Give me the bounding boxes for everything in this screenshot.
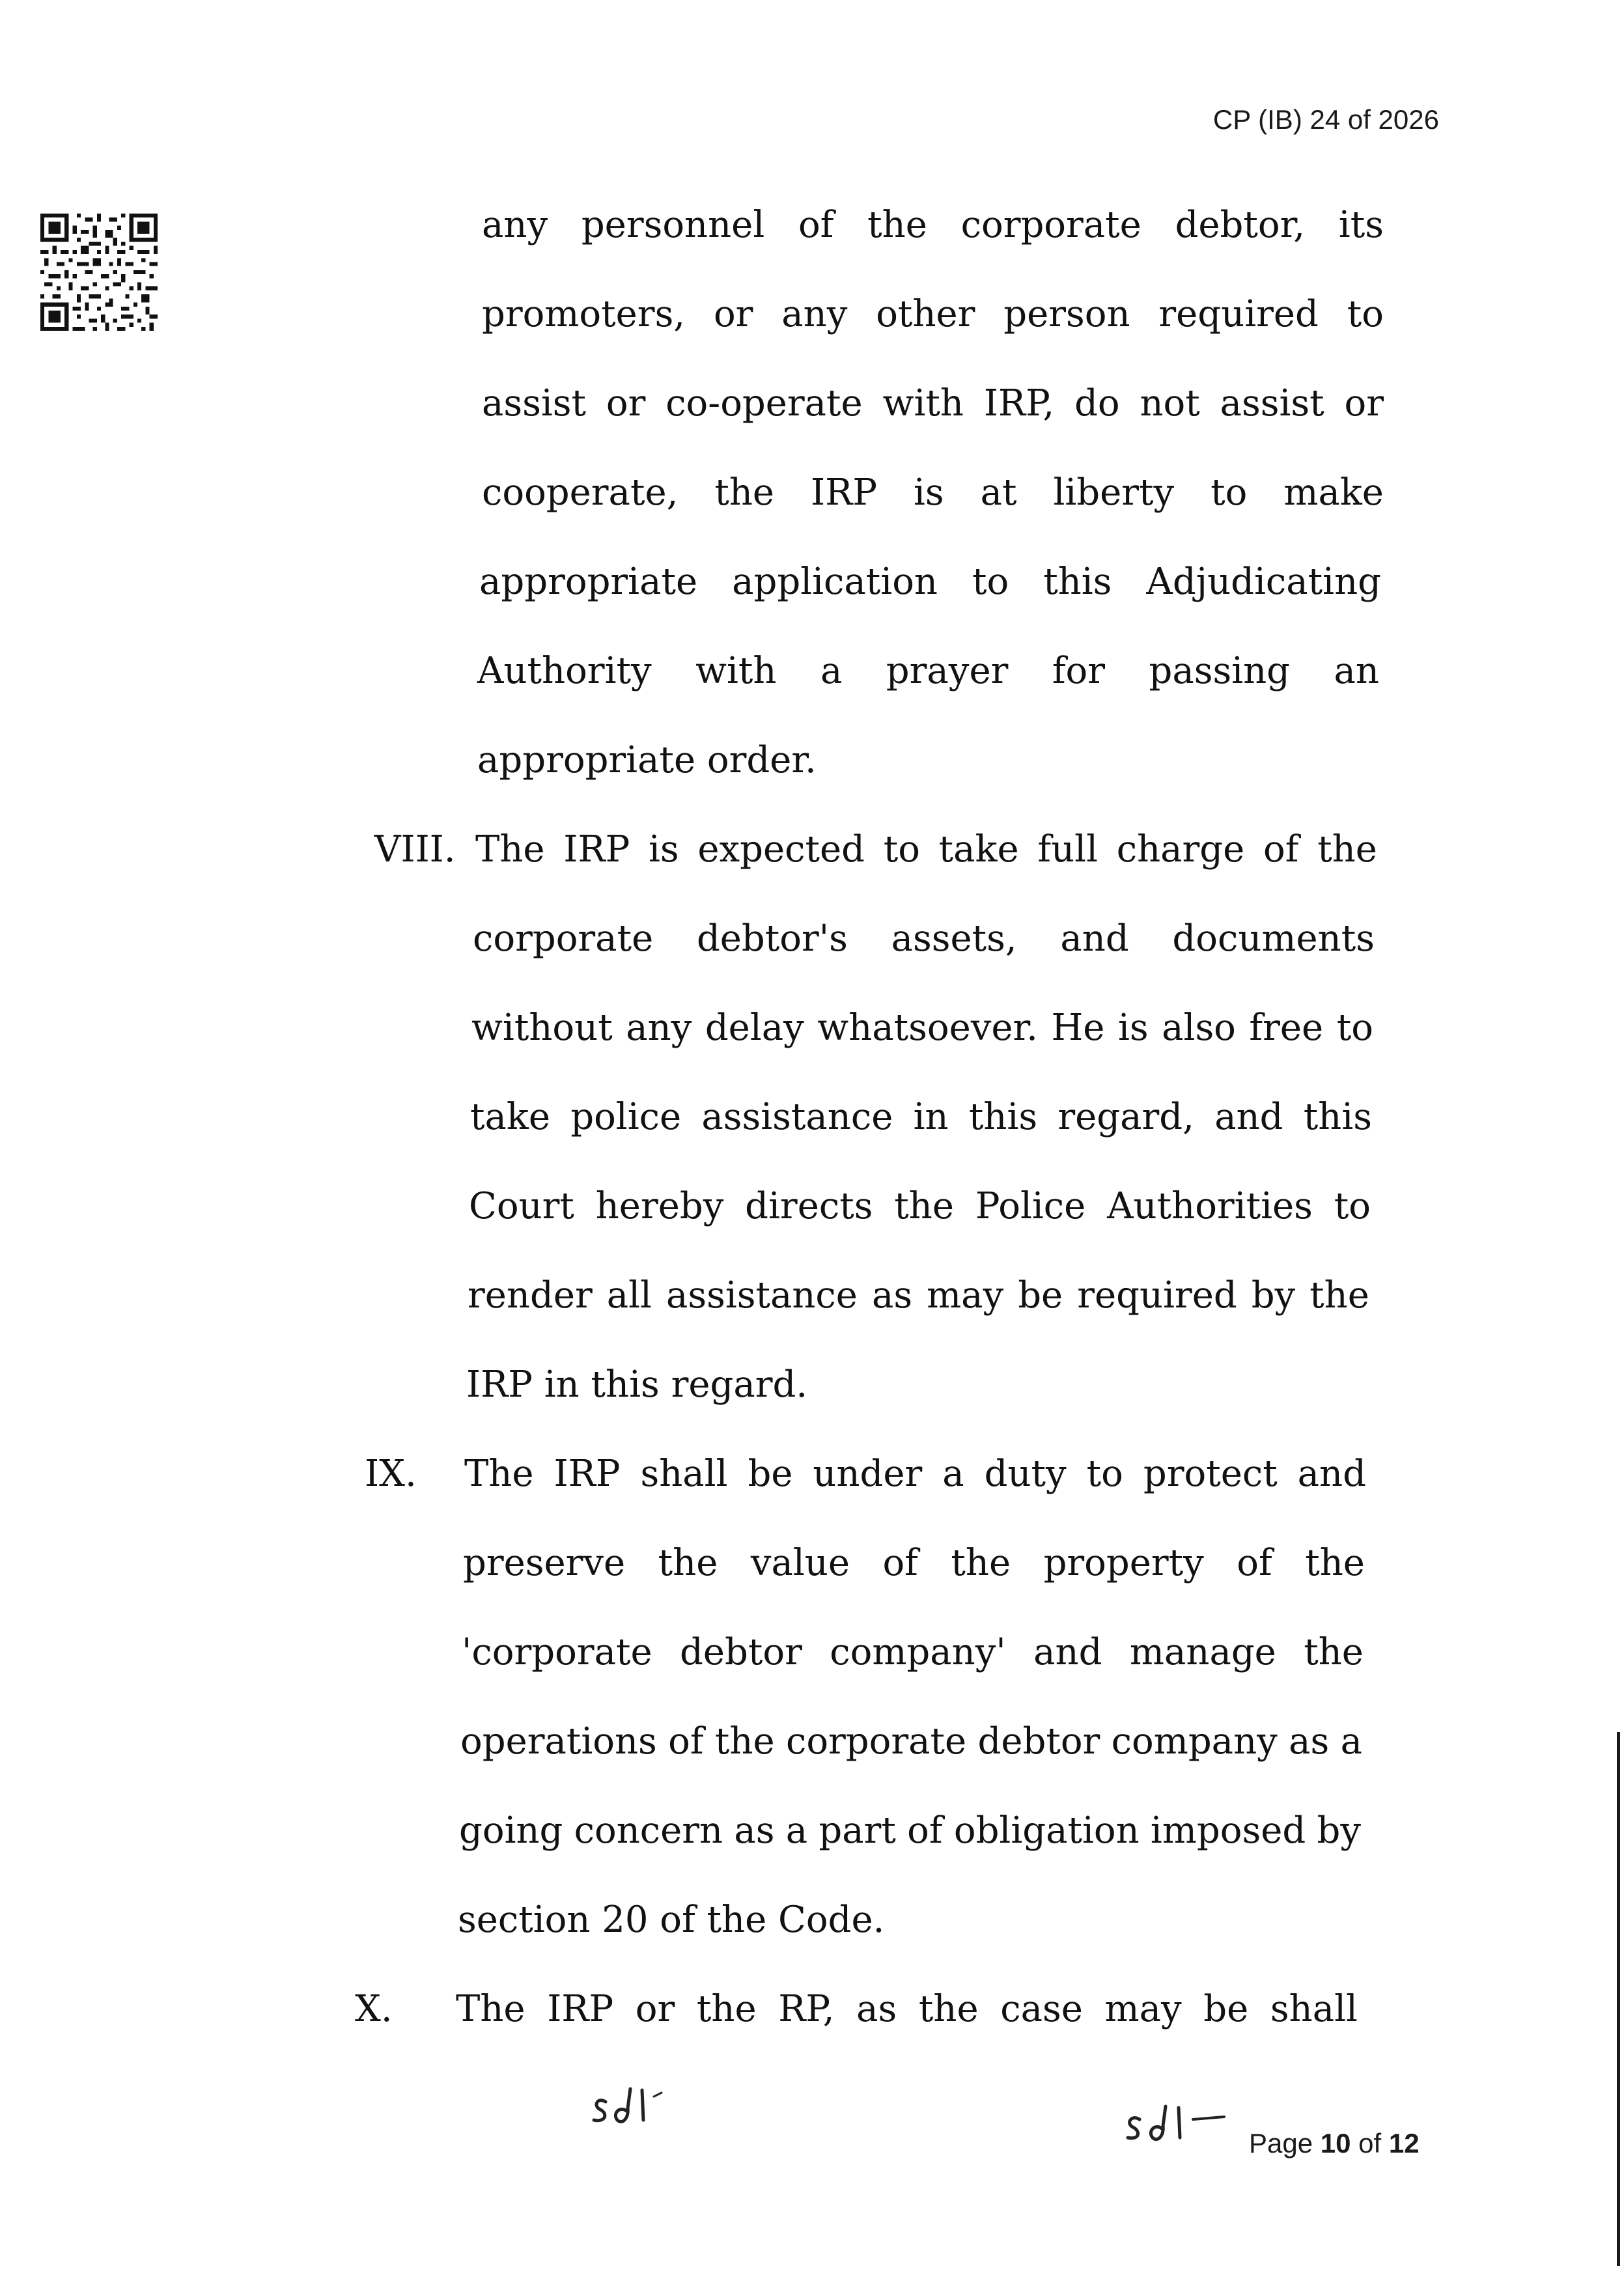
body-line: The IRP shall be under a duty to protect and [464, 1453, 1366, 1495]
body-line: operations of the corporate debtor company as a [460, 1720, 1362, 1763]
body-line: preserve the value of the property of the [463, 1542, 1365, 1584]
body-line: without any delay whatsoever. He is also free to [471, 1007, 1373, 1049]
body-line: IRP in this regard. [466, 1363, 808, 1406]
body-line: appropriate order. [477, 739, 817, 781]
body-line: The IRP or the RP, as the case may be shall [456, 1988, 1358, 2030]
body-line: section 20 of the Code. [458, 1899, 885, 1941]
body-line: render all assistance as may be required by the [468, 1274, 1369, 1317]
body-line: 'corporate debtor company' and manage the [462, 1631, 1364, 1673]
page-of: of [1351, 2128, 1389, 2158]
body-line: any personnel of the corporate debtor, its [482, 204, 1384, 246]
page-current: 10 [1320, 2128, 1351, 2158]
body-line: cooperate, the IRP is at liberty to make [482, 471, 1384, 514]
page-total: 12 [1388, 2128, 1420, 2158]
body-line: Court hereby directs the Police Authorities to [469, 1185, 1371, 1227]
body-line: assist or co-operate with IRP, do not assist or [482, 382, 1384, 425]
case-reference: CP (IB) 24 of 2026 [1212, 104, 1439, 135]
paragraph-marker-ix: IX. [365, 1453, 417, 1495]
body-line: The IRP is expected to take full charge of the [475, 828, 1377, 871]
body-line: promoters, or any other person required to [482, 293, 1384, 335]
signature-right [1120, 2100, 1237, 2152]
body-line: take police assistance in this regard, and this [470, 1096, 1372, 1138]
signature-left [586, 2077, 684, 2136]
page-number [1249, 2128, 1420, 2159]
paragraph-marker-viii: VIII. [374, 828, 456, 871]
scan-edge-line [1617, 1732, 1620, 2266]
body-line: Authority with a prayer for passing an [477, 650, 1379, 692]
body-line: appropriate application to this Adjudicating [479, 561, 1381, 603]
body-line: going concern as a part of obligation imposed by [459, 1809, 1361, 1852]
paragraph-marker-x: X. [355, 1988, 393, 2030]
body-line: corporate debtor's assets, and documents [473, 917, 1375, 960]
page-prefix: Page [1249, 2128, 1321, 2158]
